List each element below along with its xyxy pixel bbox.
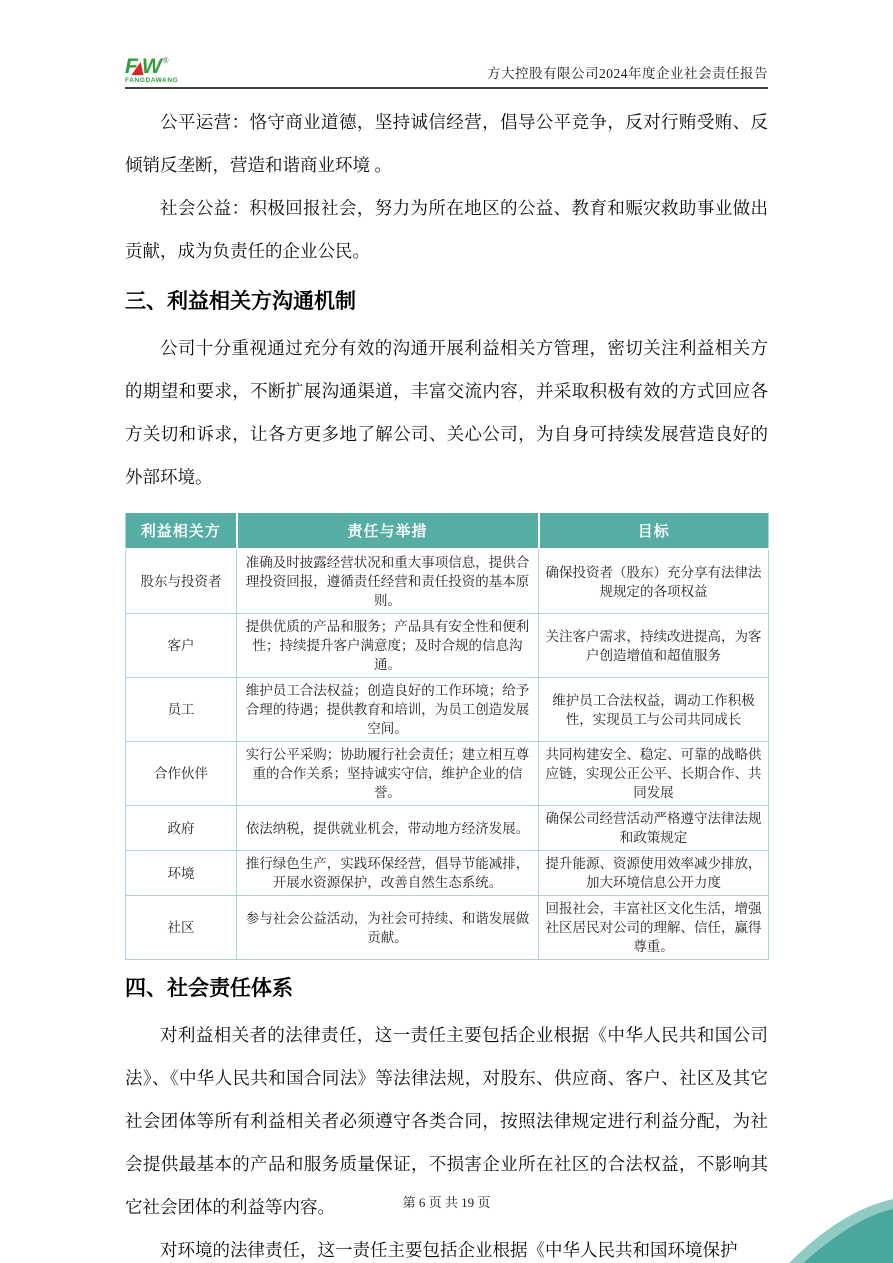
table-row [126,549,769,614]
table-row [126,851,769,896]
table-row [126,896,769,960]
goal-cell: 共同构建安全、稳定、可靠的战略供应链，实现公正公平、长期合作、共同发展 [539,742,769,806]
stakeholder-cell: 客户 [126,614,237,678]
table-header-row [126,512,769,549]
header-divider [125,87,768,89]
logo-subtext: FANGDAWANG [125,76,179,84]
logo-letter-w: W [141,54,161,78]
table-row [126,806,769,851]
responsibility-cell: 推行绿色生产，实践环保经营，倡导节能减排，开展水资源保护，改善自然生态系统。 [237,851,539,896]
document-body [125,101,768,1263]
table-row [126,678,769,742]
corner-wave-decoration [789,1195,893,1263]
paragraph-social-welfare: 社会公益：积极回报社会，努力为所在地区的公益、教育和赈灾救助事业做出贡献，成为负责任的企业公民。 [125,198,768,261]
goal-cell: 确保公司经营活动严格遵守法律法规和政策规定 [539,806,769,851]
paragraph-fair-operation: 公平运营：恪守商业道德，坚持诚信经营，倡导公平竞争，反对行贿受贿、反倾销反垄断，营造和谐商业环境 。 [125,112,768,175]
responsibility-cell: 依法纳税，提供就业机会，带动地方经济发展。 [237,806,539,851]
paragraph-environment-responsibility: 对环境的法律责任，这一责任主要包括企业根据《中华人民共和国环境保护 [160,1240,738,1260]
column-header-goal: 目标 [539,512,769,549]
registered-trademark-icon: ® [162,55,169,65]
stakeholder-cell: 政府 [126,806,237,851]
goal-cell: 提升能源、资源使用效率减少排放，加大环境信息公开力度 [539,851,769,896]
paragraph-communication: 公司十分重视通过充分有效的沟通开展利益相关方管理，密切关注利益相关方的期望和要求，不断扩展沟通渠道，丰富交流内容，并采取积极有效的方式回应各方关切和诉求，让各方更多地了解公司、关心公司，为自身可持续发展营造良好的外部环境。 [125,338,768,487]
goal-cell: 关注客户需求，持续改进提高，为客户创造增值和超值服务 [539,614,769,678]
responsibility-cell: 维护员工合法权益；创造良好的工作环境；给予合理的待遇；提供教育和培训，为员工创造发展空间。 [237,678,539,742]
paragraph-legal-responsibility: 对利益相关者的法律责任，这一责任主要包括企业根据《中华人民共和国公司法》、《中华人民共和国合同法》等法律法规，对股东、供应商、客户、社区及其它社会团体等所有利益相关者必须遵守各类合同，按照法律规定进行利益分配，为社会提供最基本的产品和服务质量保证，不损害企业所在社区的合法权益，不影响其它社会团体的利益等内容。 [125,1025,768,1217]
section-heading-responsibility-system: 四、社会责任体系 [125,977,293,1000]
stakeholder-cell: 员工 [126,678,237,742]
column-header-responsibility: 责任与举措 [237,512,539,549]
responsibility-cell: 准确及时披露经营状况和重大事项信息，提供合理投资回报，遵循责任经营和责任投资的基本原则。 [237,549,539,614]
stakeholder-cell: 股东与投资者 [126,549,237,614]
table-row [126,614,769,678]
page-header [125,0,768,84]
stakeholder-cell: 环境 [126,851,237,896]
stakeholder-cell: 社区 [126,896,237,960]
goal-cell: 维护员工合法权益，调动工作积极性，实现员工与公司共同成长 [539,678,769,742]
stakeholder-cell: 合作伙伴 [126,742,237,806]
goal-cell: 回报社会，丰富社区文化生活，增强社区居民对公司的理解、信任，赢得尊重。 [539,896,769,960]
section-heading-stakeholder-communication: 三、利益相关方沟通机制 [125,290,356,313]
page-footer [0,1192,893,1211]
stakeholder-table [125,511,769,960]
goal-cell: 确保投资者（股东）充分享有法律法规规定的各项权益 [539,549,769,614]
page-number: 第 6 页 共 19 页 [402,1195,491,1210]
company-logo [125,56,178,85]
column-header-stakeholder: 利益相关方 [126,512,237,549]
logo-letter-f: F [125,54,137,78]
responsibility-cell: 实行公平采购；协助履行社会责任；建立相互尊重的合作关系；坚持诚实守信，维护企业的信誉。 [237,742,539,806]
responsibility-cell: 提供优质的产品和服务；产品具有安全性和便利性；持续提升客户满意度；及时合规的信息沟通。 [237,614,539,678]
report-title: 方大控股有限公司2024年度企业社会责任报告 [487,66,768,81]
responsibility-cell: 参与社会公益活动，为社会可持续、和谐发展做贡献。 [237,896,539,960]
table-row [126,742,769,806]
